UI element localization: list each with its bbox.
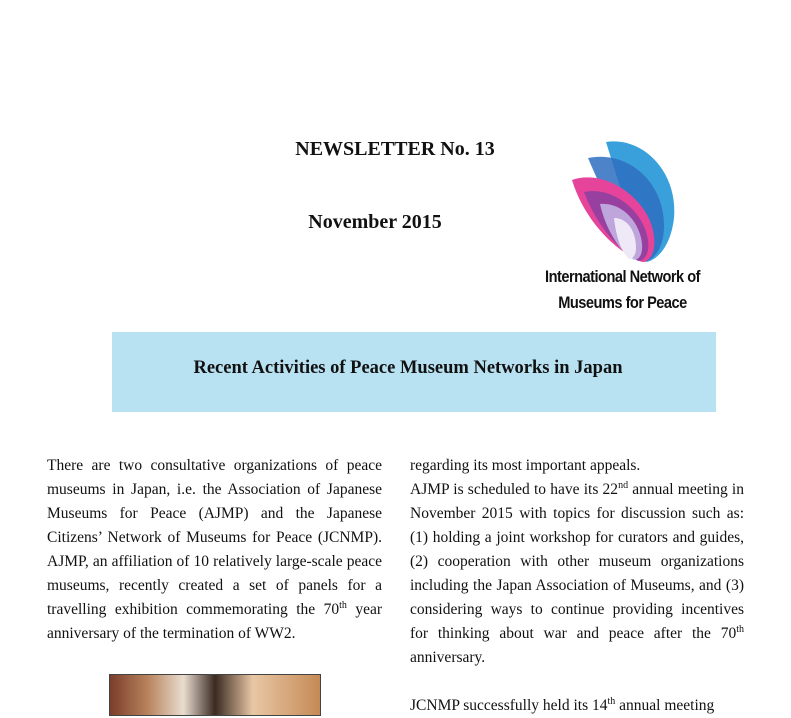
text-run: AJMP is scheduled to have its 22	[410, 481, 619, 498]
text-run: JCNMP successfully held its 14	[410, 697, 608, 714]
right-line-1: regarding its most important appeals.	[410, 457, 641, 474]
text-run: anniversary.	[410, 649, 486, 666]
left-column	[47, 454, 382, 646]
photo-image	[109, 674, 321, 716]
logo-line-2: Museums for Peace	[558, 293, 687, 312]
newsletter-title: NEWSLETTER No. 13	[295, 138, 495, 160]
superscript: th	[736, 623, 744, 635]
banner-title: Recent Activities of Peace Museum Networks in Japan	[193, 358, 623, 378]
superscript: th	[339, 599, 347, 611]
text-run: annual meeting in November 2015 with topics for discussion such as: (1) holding a joint workshop for curators and guides, (2) cooperation with other museum organizations including the Japan Association of Museums, and (3) considering ways to continue providing incentives for thinking about war and peace after the 70	[410, 481, 744, 642]
left-paragraph	[47, 454, 382, 646]
text-run: annual meeting	[615, 697, 715, 714]
superscript: nd	[618, 479, 629, 491]
logo-caption	[539, 264, 707, 316]
newsletter-date: November 2015	[308, 211, 442, 233]
logo-line-1: International Network of	[545, 267, 700, 286]
right-paragraph-3	[410, 694, 744, 718]
right-column	[410, 454, 744, 670]
right-paragraph-2	[410, 478, 744, 670]
text-run: There are two consultative organizations of peace museums in Japan, i.e. the Association of Japanese Museums for Peace (AJMP) and the Japanese Citizens’ Network of Museums for Peace (JCNMP). AJMP, an affiliation of 10 relatively large-scale peace museums, recently created a set of panels for a travelling exhibition commemorating the 70	[47, 457, 382, 618]
section-banner	[112, 332, 716, 412]
text-run: year anniversary of the termination of WW2.	[47, 601, 382, 642]
network-logo-icon	[566, 140, 686, 264]
superscript: th	[607, 695, 616, 707]
